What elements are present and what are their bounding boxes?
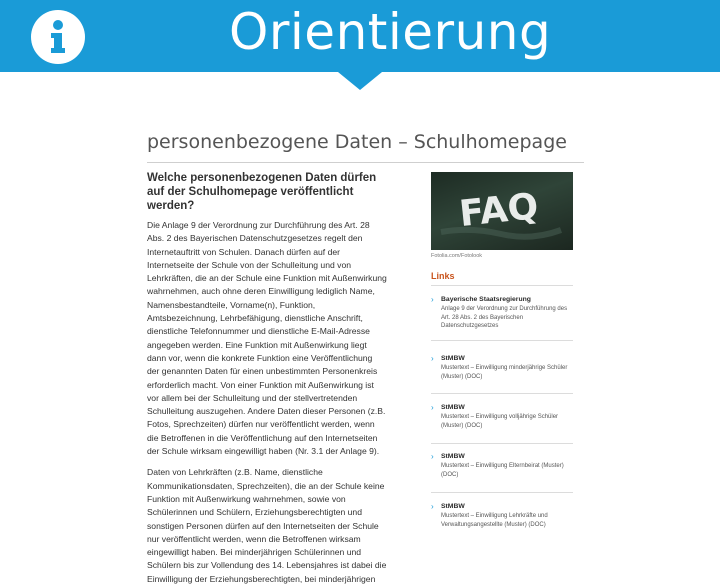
links-heading: Links [431,271,455,281]
header-banner [0,0,720,72]
link-description: Anlage 9 der Verordnung zur Durchführung des Art. 28 Abs. 2 des Bayerischen Datenschutzgesetzes [441,306,568,330]
link-description: Mustertext – Einwilligung Lehrkräfte und Verwaltungsangestellte (Muster) (DOC) [441,513,548,528]
article-paragraph-1: Die Anlage 9 der Verordnung zur Durchführung des Art. 28 Abs. 2 des Bayerischen Datenschutzgesetzes regelt den Internetauftritt von Schulen. Danach dürfen auf der Internetseite der Schule von der Schulleitung und von Lehrkräften, die an der Schule eine Funktion mit Außenwirkung wahrnehmen, auch ohne deren Einwilligung lediglich Name, Namensbestandteile, Vorname(n), Funktion, Amtsbezeichnung, Lehrbefähigung, dienstliche Anschrift, dienstliche Telefonnummer und dienstliche E-Mail-Adresse angegeben werden. Eine Funktion mit Außenwirkung liegt dann vor, wenn die konkrete Funktion eine Veröffentlichung der genannten Daten für einen unbestimmten Personenkreis erforderlich macht. Von einer Funktion mit Außenwirkung ist vor allem bei der Schulleitung und der stellvertretenden Schulleitung auszugehen. Andere Daten dieser Personen (z.B. Fotos, Sprechzeiten) dürfen nur veröffentlicht werden, wenn die Betroffenen in die Veröffentlichung auf den Internetseiten der Schule wirksam eingewilligt haben (Nr. 3.1 der Anlage 9). [147,220,387,457]
main-article [147,171,387,586]
link-stmbw-minderjaehrige[interactable] [431,354,576,381]
link-title[interactable]: StMBW [441,355,465,362]
header-pointer-arrow [338,72,382,90]
link-bayerische-staatsregierung[interactable] [431,295,576,331]
link-separator [431,340,573,341]
question-heading: Welche personenbezogenen Daten dürfen auf der Schulhomepage veröffentlicht werden? [147,172,377,212]
link-description: Mustertext – Einwilligung volljährige Schüler (Muster) (DOC) [441,414,559,429]
link-title[interactable]: StMBW [441,453,465,460]
link-separator [431,443,573,444]
chevron-right-icon: › [431,354,434,363]
link-separator [431,492,573,493]
faq-chalk-text: FAQ [457,185,541,236]
link-title[interactable]: Bayerische Staatsregierung [441,296,531,303]
link-stmbw-volljaehrige[interactable] [431,403,576,430]
webpage-screenshot [140,118,590,584]
info-icon [31,10,85,64]
faq-chalkboard-image [431,172,573,250]
image-credit: Fotolia.com/Fotolook [431,253,483,259]
chevron-right-icon: › [431,403,434,412]
page-title: personenbezogene Daten – Schulhomepage [147,131,567,153]
page-heading: Orientierung [229,3,552,61]
link-stmbw-lehrkraefte[interactable] [431,502,576,529]
link-stmbw-elternbeirat[interactable] [431,452,576,479]
chevron-right-icon: › [431,452,434,461]
chevron-right-icon: › [431,295,434,304]
article-paragraph-2: Daten von Lehrkräften (z.B. Name, dienstliche Kommunikationsdaten, Sprechzeiten), die an der Schule keine Funktion mit Außenwirkung wahrnehmen, sowie von Schülerinnen und Schülern, Erziehungsberechtigten und sonstigen Personen dürfen auf den Internetseiten der Schule nur veröffentlicht werden, wenn die Betroffenen wirksam eingewilligt haben. Bei minderjährigen Schülerinnen und Schülern bis zur Vollendung des 14. Lebensjahres ist dabei die Einwilligung der Erziehungsberechtigten, bei minderjährigen [147,467,387,584]
link-title[interactable]: StMBW [441,404,465,411]
link-separator [431,393,573,394]
link-description: Mustertext – Einwilligung minderjährige Schüler (Muster) (DOC) [441,365,568,380]
title-divider [147,162,584,163]
links-divider [431,285,573,286]
link-description: Mustertext – Einwilligung Elternbeirat (Muster) (DOC) [441,463,564,478]
chevron-right-icon: › [431,502,434,511]
link-title[interactable]: StMBW [441,503,465,510]
